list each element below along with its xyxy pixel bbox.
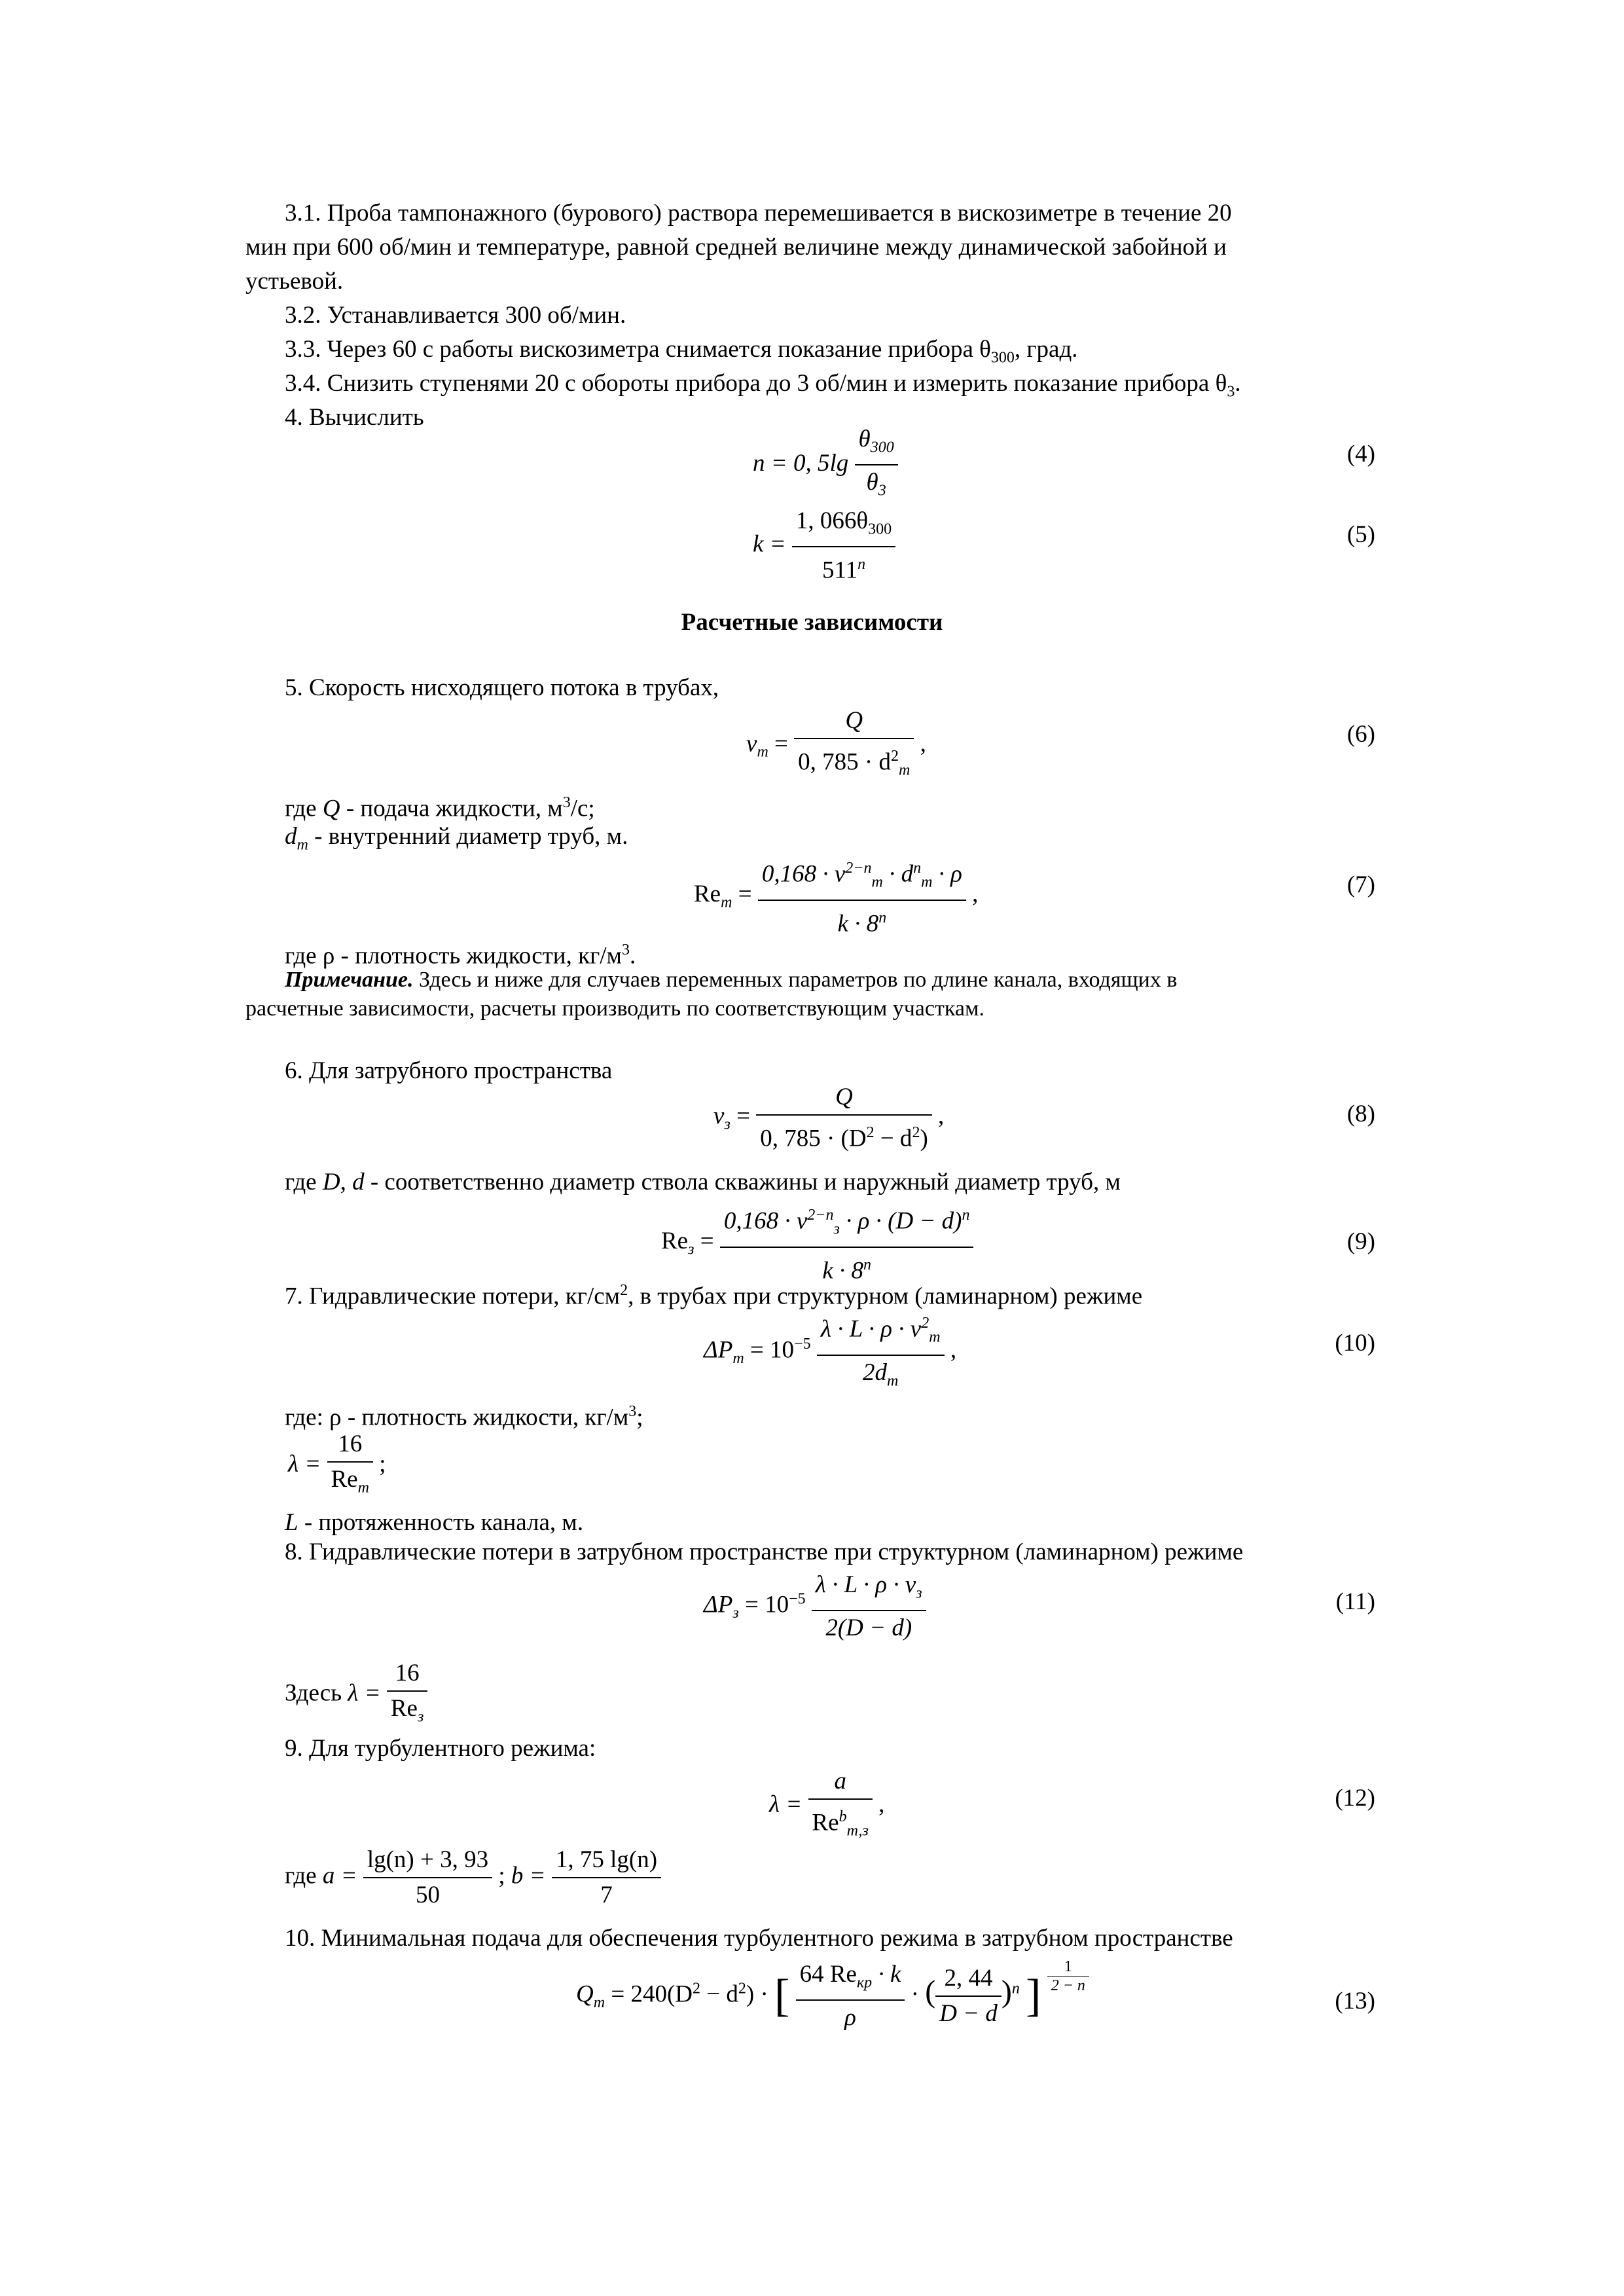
subscript: 300: [870, 439, 894, 456]
note: [245, 966, 1375, 994]
eq-lhs: b =: [511, 1862, 546, 1889]
numerator: Q: [756, 1080, 932, 1116]
denominator: 2(D − d): [825, 1614, 912, 1642]
denominator: 511: [821, 556, 858, 584]
subscript: 3: [878, 482, 886, 500]
text: ;: [636, 1404, 643, 1431]
subscript: кр: [856, 1974, 873, 1992]
text: 3.1. Проба тампонажного (бурового) раствора перемешивается в вискозиметре в течение 20: [285, 200, 1232, 227]
equation-12: [769, 1764, 884, 1848]
equation-8: [713, 1080, 944, 1156]
left-bracket: [: [774, 1971, 790, 2022]
subscript: т: [593, 1994, 605, 2012]
right-paren: ): [1001, 1974, 1012, 2009]
numerator: θ: [858, 426, 871, 452]
subscript: з: [417, 1708, 424, 1726]
lambda-laminar-annulus: [285, 1656, 427, 1734]
text: Здесь: [285, 1679, 342, 1707]
text: 4. Вычислить: [285, 404, 424, 431]
coefficients-a-b: [285, 1843, 661, 1912]
numerator: lg(n) + 3, 93: [363, 1843, 492, 1878]
fraction: [363, 1843, 492, 1912]
text: устьевой.: [245, 268, 344, 295]
text: 3.3. Через 60 с работы вискозиметра снимается показание прибора θ: [285, 336, 991, 363]
denominator: 0, 785 · (D: [760, 1125, 867, 1152]
superscript: 2: [693, 1980, 700, 1997]
numerator: 0,168 · v: [723, 1207, 808, 1235]
superscript: n: [857, 556, 866, 574]
superscript: 2: [620, 1282, 628, 1299]
text: , в трубах при структурном (ламинарном) режиме: [628, 1283, 1143, 1310]
numerator: 1, 75 lg(n): [552, 1843, 661, 1878]
subscript: з: [688, 1241, 695, 1258]
equation-number-9: (9): [1346, 1228, 1375, 1255]
superscript: 3: [562, 794, 571, 811]
equation-number-6: (6): [1346, 721, 1375, 748]
text: 3.4. Снизить ступенями 20 с обороты прибора до 3 об/мин и измерить показание прибора θ: [285, 370, 1227, 397]
fraction: [387, 1656, 427, 1734]
denominator: ρ: [844, 2004, 856, 2032]
subscript: т: [921, 873, 933, 891]
equation-number-10: (10): [1335, 1330, 1375, 1357]
section-heading: Расчетные зависимости: [681, 609, 943, 636]
denominator: θ: [866, 469, 878, 496]
subscript: т: [871, 873, 883, 891]
right-bracket: ]: [1026, 1971, 1041, 2022]
equals-sign: =: [738, 881, 752, 908]
superscript: n: [1011, 1980, 1020, 1997]
superscript: n: [878, 909, 887, 926]
equation-5: [753, 504, 895, 588]
text: расчетные зависимости, расчеты производить по соответствующим участкам.: [245, 996, 984, 1021]
eq-lhs: ΔP: [704, 1336, 733, 1364]
fraction: [552, 1843, 661, 1912]
eq-lhs: λ =: [288, 1450, 321, 1478]
punctuation: ,: [950, 1336, 957, 1364]
equation-7: [694, 851, 978, 941]
text: /с;: [570, 795, 595, 822]
exponent: −5: [789, 1590, 806, 1608]
equation-number-12: (12): [1335, 1785, 1375, 1812]
numerator: 16: [387, 1656, 427, 1692]
subscript: з: [833, 1220, 840, 1238]
text: 7. Гидравлические потери, кг/см: [285, 1283, 621, 1310]
paragraph-3-1-line3: [245, 264, 343, 299]
superscript: 2: [912, 1124, 920, 1141]
equation-number-4: (4): [1346, 441, 1375, 467]
denominator: 2d: [863, 1358, 888, 1386]
denominator: D − d: [939, 2000, 998, 2028]
paragraph-4: [285, 401, 424, 435]
paragraph-9: [285, 1732, 596, 1766]
subscript: т,з: [846, 1822, 869, 1840]
numerator: λ · L · ρ · v: [815, 1571, 916, 1598]
fraction: [855, 422, 898, 508]
paragraph-6: [285, 1054, 612, 1088]
expression-part: ) ·: [746, 1980, 768, 2008]
denominator: 50: [415, 1882, 440, 1908]
variable: L: [285, 1509, 298, 1536]
subscript: з: [732, 1605, 739, 1622]
equals-sign: =: [774, 730, 788, 757]
punctuation: ,: [920, 730, 926, 757]
superscript: 2−n: [845, 860, 872, 877]
equation-4: [753, 422, 898, 508]
subscript: т: [732, 1349, 744, 1367]
subscript: з: [724, 1116, 731, 1133]
equation-number-13: (13): [1335, 1988, 1375, 2014]
denominator-part: − d: [874, 1125, 912, 1152]
text: где: [285, 1862, 317, 1889]
text: - протяженность канала, м.: [298, 1509, 584, 1536]
text: - соответственно диаметр ствола скважины и наружный диаметр труб, м: [364, 1169, 1121, 1195]
eq-lhs: v: [713, 1102, 725, 1130]
equation-13: [576, 1958, 1089, 2035]
denominator: 2 − n: [1051, 1977, 1085, 1994]
text: 10. Минимальная подача для обеспечения турбулентного режима в затрубном пространстве: [285, 1925, 1233, 1952]
where-dd: [285, 1165, 1121, 1199]
denominator: k · 8: [822, 1257, 863, 1285]
expression-part: − d: [700, 1980, 738, 2008]
paragraph-3-4: [285, 367, 1241, 409]
numerator: 2, 44: [935, 1961, 1001, 1997]
fraction: [817, 1306, 945, 1398]
superscript: 2: [738, 1980, 746, 1997]
numerator-part: · d: [882, 860, 914, 888]
paragraph-3-2: [285, 299, 626, 333]
subscript: 3: [1227, 383, 1235, 401]
eq-lhs: Q: [576, 1980, 594, 2008]
variable: d: [285, 823, 297, 850]
superscript: 2: [890, 748, 899, 765]
numerator: 64 Re: [799, 1961, 857, 1988]
equals-sign: = 10: [744, 1591, 789, 1618]
subscript: з: [916, 1584, 922, 1602]
equation-6: [746, 704, 926, 788]
equals-sign: =: [700, 1228, 714, 1255]
text: 8. Гидравлические потери в затрубном пространстве при структурном (ламинарном) режиме: [285, 1539, 1244, 1565]
equation-10: [704, 1306, 956, 1398]
text: .: [1235, 370, 1241, 397]
paragraph-3-1-line1: [285, 196, 1375, 230]
text: .: [629, 942, 636, 970]
subscript: т: [898, 761, 911, 779]
eq-lhs: λ =: [769, 1791, 803, 1818]
exponent: −5: [794, 1336, 811, 1353]
eq-lhs: a =: [322, 1862, 357, 1889]
text: 9. Для турбулентного режима:: [285, 1735, 596, 1762]
paragraph-5: [285, 671, 719, 705]
text: где: [285, 1169, 323, 1195]
punctuation: ;: [379, 1450, 386, 1478]
numerator-part: · ρ · (D − d): [839, 1207, 962, 1235]
paragraph-10: [285, 1922, 1233, 1956]
equals-sign: =: [736, 1102, 750, 1130]
numerator: 16: [327, 1427, 373, 1463]
subscript: т: [887, 1372, 899, 1390]
lambda-laminar-pipe: [288, 1427, 386, 1504]
eq-lhs: Re: [694, 881, 721, 908]
superscript: 3: [628, 1403, 637, 1420]
fraction: [758, 851, 966, 941]
numerator: λ · L · ρ · v: [820, 1315, 922, 1343]
numerator: 1: [1047, 1958, 1089, 1977]
text: мин при 600 об/мин и температуре, равной средней величине между динамической забойной и: [245, 234, 1227, 261]
note-line2: [245, 994, 984, 1023]
paragraph-3-1-line2: [245, 230, 1375, 264]
superscript: 2−n: [807, 1207, 834, 1224]
variable: D: [322, 1169, 340, 1195]
equals-sign: = 240(D: [611, 1980, 693, 2008]
fraction: [794, 704, 914, 788]
denominator-part: ): [920, 1125, 928, 1152]
fraction: [756, 1080, 932, 1156]
superscript: 2: [866, 1124, 875, 1141]
text: , град.: [1014, 336, 1078, 363]
text: где ρ - плотность жидкости, кг/м: [285, 942, 622, 970]
denominator: 7: [600, 1882, 613, 1908]
fraction: [935, 1961, 1001, 2031]
subscript: т: [721, 894, 732, 911]
where-dm: [285, 820, 628, 862]
paragraph-8: [285, 1535, 1243, 1569]
subscript: т: [357, 1479, 369, 1497]
punctuation: ,: [972, 881, 979, 908]
superscript: 2: [921, 1315, 929, 1332]
subscript: 300: [868, 520, 892, 538]
equation-number-5: (5): [1346, 521, 1375, 548]
variable: Q: [322, 795, 340, 822]
power-fraction: [1047, 1958, 1089, 1995]
subscript: т: [757, 743, 768, 761]
left-paren: (: [925, 1974, 936, 2009]
equation-number-7: (7): [1346, 871, 1375, 898]
numerator: 0,168 · v: [761, 860, 846, 888]
fraction: [792, 504, 895, 588]
eq-lhs: k =: [753, 530, 786, 558]
fraction: [808, 1764, 873, 1848]
equation-11: [704, 1568, 926, 1645]
denominator: Re: [390, 1695, 418, 1722]
subscript: т: [297, 836, 308, 854]
text: где: ρ - плотность жидкости, кг/м: [285, 1404, 629, 1431]
denominator: Re: [331, 1466, 358, 1493]
subscript: 300: [990, 349, 1015, 367]
text: где: [285, 795, 323, 822]
variable: d: [352, 1169, 365, 1195]
dot-operator: ·: [911, 1980, 919, 2008]
numerator-part: · k: [872, 1961, 901, 1988]
denominator: Re: [812, 1809, 839, 1836]
text: 3.2. Устанавливается 300 об/мин.: [285, 302, 626, 329]
eq-lhs: ΔP: [704, 1591, 733, 1618]
text: - подача жидкости, м: [340, 795, 563, 822]
superscript: 3: [621, 941, 630, 958]
superscript: n: [913, 860, 922, 877]
text: 5. Скорость нисходящего потока в трубах,: [285, 674, 719, 701]
note-label: Примечание.: [285, 968, 414, 992]
denominator: k · 8: [837, 910, 879, 938]
equals-sign: = 10: [749, 1336, 795, 1364]
text: - внутренний диаметр труб, м.: [308, 823, 628, 850]
eq-lhs: n = 0, 5lg: [753, 449, 849, 477]
punctuation: ,: [938, 1102, 945, 1130]
subscript: т: [929, 1328, 941, 1346]
text: 6. Для затрубного пространства: [285, 1057, 613, 1084]
punctuation: ,: [878, 1791, 885, 1818]
text: ,: [340, 1169, 353, 1195]
text: Здесь и ниже для случаев переменных параметров по длине канала, входящих в: [413, 968, 1178, 992]
fraction: [796, 1958, 905, 2035]
eq-lhs: v: [746, 730, 757, 757]
separator: ;: [498, 1862, 505, 1889]
superscript: n: [863, 1256, 871, 1273]
numerator: 1, 066θ: [795, 507, 869, 534]
fraction: [812, 1568, 926, 1645]
eq-lhs: λ =: [348, 1679, 381, 1707]
superscript: n: [962, 1207, 970, 1224]
eq-lhs: Re: [661, 1228, 689, 1255]
fraction: [327, 1427, 373, 1504]
equation-number-8: (8): [1346, 1101, 1375, 1127]
numerator: a: [808, 1764, 873, 1800]
numerator-part: · ρ: [932, 860, 962, 888]
equation-number-11: (11): [1335, 1588, 1375, 1615]
numerator: Q: [794, 704, 914, 739]
denominator: 0, 785 · d: [798, 748, 891, 776]
superscript: b: [839, 1808, 847, 1825]
